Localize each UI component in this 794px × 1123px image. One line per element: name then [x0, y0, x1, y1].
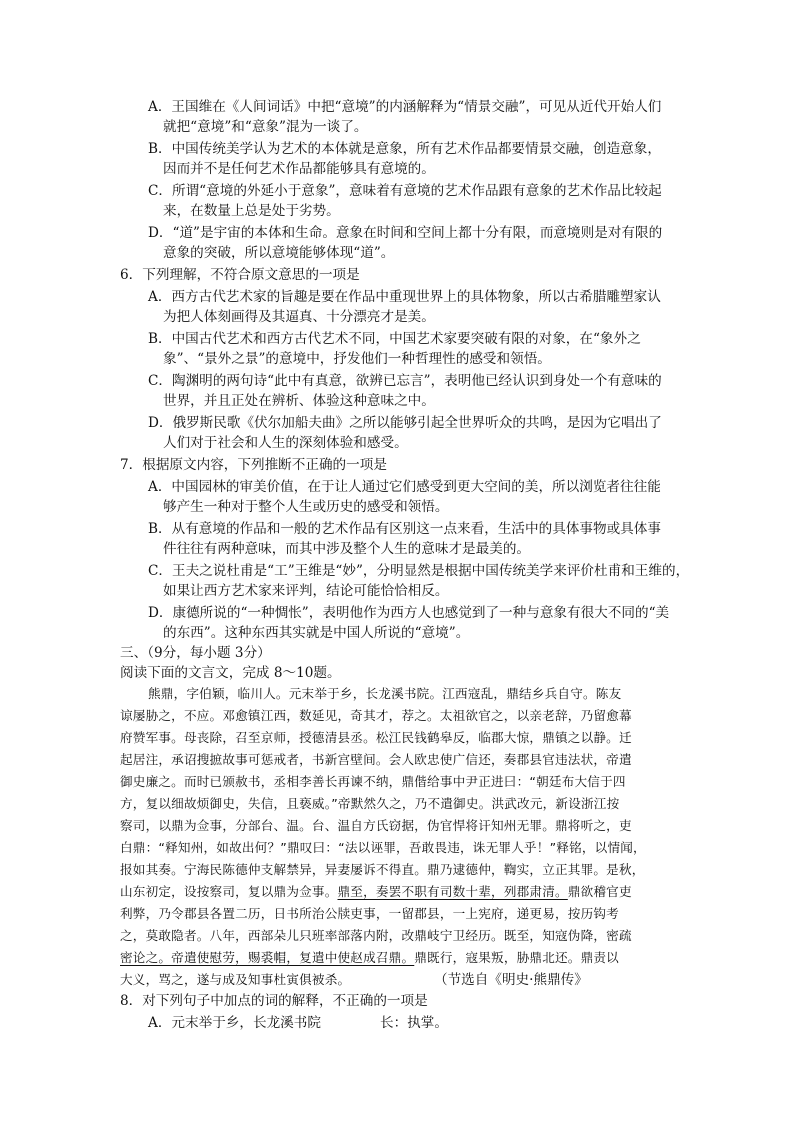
q6-option-a-line2: 为把人体刻画得及其逼真、十分漂亮才是美。: [163, 309, 435, 325]
passage-line-8: 白鼎：“释知州，如故出何？”鼎叹曰：“法以诬罪，吾敢畏违，诛无罪人乎！”释铭，以情闻，: [120, 840, 646, 855]
passage-line-9: 报如其奏。宁海民陈德仲支解禁异，异妻屡诉不得直。鼎乃逮德仲，鞫实，立正其罪。是秋，: [120, 862, 645, 877]
q7-option-a-line1: A．中国园林的审美价值，在于让人通过它们感受到更大空间的美，所以浏览者往往能: [148, 479, 661, 495]
q6-option-a-line1: A．西方古代艺术家的旨趣是要在作品中重现世界上的具体物象，所以古希腊雕塑家认: [148, 289, 661, 305]
q5-option-b-line1: B．中国传统美学认为艺术的本体就是意象，所有艺术作品都要情景交融，创造意象，: [148, 141, 661, 157]
passage-source: （节选自《明史·熊鼎传》: [434, 972, 588, 988]
q5-option-b-line2: 因而并不是任何艺术作品都能够具有意境的。: [163, 161, 435, 177]
passage-line-7: 察司，以鼎为佥事，分部台、温。台、温自方氏窃据，伪官悍将讦知州无罪。鼎将听之，吏: [120, 818, 632, 833]
q6-option-d-line1: D．俄罗斯民歌《伏尔加船夫曲》之所以能够引起全世界听众的共鸣，是因为它唱出了: [148, 415, 662, 431]
q7-option-c-line1: C．王夫之说杜甫是“工”王维是“妙”，分明显然是根据中国传统美学来评价杜甫和王维的，: [148, 563, 690, 579]
q5-option-a-line2: 就把“意境”和“意象”混为一谈了。: [163, 119, 368, 135]
q5-option-c-line2: 来，在数量上总是处于劣势。: [163, 203, 340, 219]
passage-line-11: 利弊，乃令郡县各置二历，日书所治公牍吏事，一留郡县，一上宪府，递更易，按历钩考: [120, 906, 619, 921]
passage-line-2: 谅屡胁之，不应。邓愈镇江西，数延见，奇其才，荐之。太祖欲官之，以亲老辞，乃留愈幕: [120, 708, 632, 723]
q7-stem: 7．根据原文内容，下列推断不正确的一项是: [120, 457, 387, 473]
q5-option-d-line2: 意象的突破，所以意境能够体现“道”。: [163, 245, 395, 261]
passage-line-1: 熊鼎，字伯颖，临川人。元末举于乡，长龙溪书院。江西寇乱，鼎结乡兵自守。陈友: [148, 686, 622, 701]
passage-line-12: 之，莫敢隐者。八年，西部朵儿只班率部落内附，改鼎岐宁卫经历。既至，知寇伪降，密疏: [120, 928, 632, 943]
q8-option-a-note: 长：执掌。: [380, 1015, 448, 1031]
q6-option-c-line2: 世界，并且正处在辨析、体验这种意味之中。: [163, 393, 435, 409]
passage-line-6: 方，复以细故烦御史，失信，且亵威。”帝默然久之，乃不遣御史。洪武改元，新设浙江按: [120, 796, 620, 811]
passage-line-13-tail: 鼎既行，寇果叛，胁鼎北还。鼎责以: [414, 950, 619, 965]
q7-option-c-line2: 如果让西方艺术家来评判，结论可能恰恰相反。: [163, 583, 449, 599]
q6-option-d-line2: 人们对于社会和人生的深刻体验和感受。: [163, 435, 408, 451]
q7-option-d-line1: D．康德所说的“一种惆怅”，表明他作为西方人也感觉到了一种与意象有很大不同的“美: [148, 605, 670, 621]
q8-option-a: A．元末举于乡，长龙溪书院: [148, 1015, 321, 1031]
q6-option-c-line1: C．陶渊明的两句诗“此中有真意，欲辨已忘言”，表明他已经认识到身处一个有意味的: [148, 373, 662, 389]
passage-underlined-sentence-1: 鼎至，奏罢不职有司数十辈，列郡肃清。: [337, 884, 568, 899]
passage-line-14: 大义，骂之，遂与成及知事杜寅俱被杀。: [120, 972, 351, 987]
q7-option-d-line2: 的东西”。这种东西其实就是中国人所说的“意境”。: [163, 625, 470, 641]
q6-stem: 6．下列理解，不符合原文意思的一项是: [120, 267, 360, 283]
section3-instruction: 阅读下面的文言文，完成 8～10题。: [120, 665, 341, 681]
q8-stem: 8．对下列句子中加点的词的解释，不正确的一项是: [120, 993, 428, 1009]
passage-line-10-tail: 鼎欲稽官吏: [567, 884, 632, 899]
q6-option-b-line1: B．中国古代艺术和西方古代艺术不同，中国艺术家要突破有限的对象，在“象外之: [148, 331, 641, 347]
q7-option-a-line2: 够产生一种对于整个人生或历史的感受和领悟。: [163, 499, 449, 515]
passage-line-10: [120, 883, 632, 901]
q5-option-d-line1: D．“道”是宇宙的本体和生命。意象在时间和空间上都十分有限，而意境则是对有限的: [148, 225, 663, 241]
section3-heading: 三、（9分，每小题 3分）: [120, 645, 271, 661]
passage-line-5: 御史廉之。而时已颁赦书，丞相李善长再谏不纳，鼎偕给事中尹正进曰：“朝廷布大信于四: [120, 774, 626, 789]
passage-underlined-sentence-2: 密论之。帝遣使慰劳，赐裘帽，复遣中使赵成召鼎。: [120, 950, 415, 965]
q6-option-b-line2: 象”、“景外之景”的意境中，抒发他们一种哲理性的感受和领悟。: [163, 351, 551, 367]
passage-line-4: 起居注，承诏搜摭故事可惩戒者，书新宫壁间。会人欧忠使广信还，奏郡县官违法状，帝遣: [120, 752, 632, 767]
q7-option-b-line1: B．从有意境的作品和一般的艺术作品有区别这一点来看，生活中的具体事物或具体事: [148, 521, 661, 537]
q5-option-a-line1: A．王国维在《人间词话》中把“意境”的内涵解释为“情景交融”，可见从近代开始人们: [148, 99, 662, 115]
passage-line-13: [120, 949, 619, 967]
q5-option-c-line1: C．所谓“意境的外延小于意象”，意味着有意境的艺术作品跟有意象的艺术作品比较起: [148, 183, 662, 199]
passage-line-10-lead: 山东初定，设按察司，复以鼎为佥事。: [120, 884, 338, 899]
passage-line-3: 府赞军事。母丧除，召至京师，授德清县丞。松江民钱鹤皋反，临郡大惊，鼎镇之以静。迁: [120, 730, 632, 745]
q7-option-b-line2: 件往往有两种意味，而其中涉及整个人生的意味才是最美的。: [163, 541, 531, 557]
